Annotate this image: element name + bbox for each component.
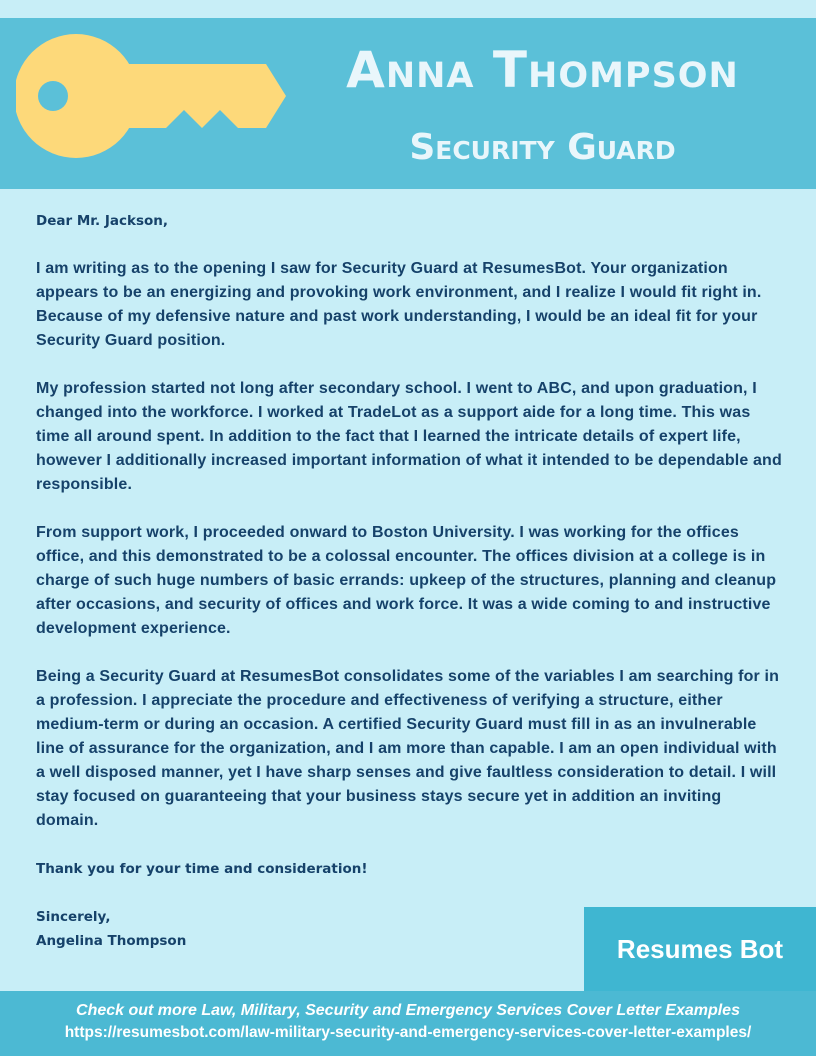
- paragraph: I am writing as to the opening I saw for Security Guard at ResumesBot. Your organization appears to be an energizing and provoking work environment, and I realize I would fit right in. Because of my defensive nature and past work understanding, I would be an ideal fit for your Security Guard position.: [36, 260, 762, 349]
- letter-body: [36, 209, 784, 953]
- header-band: [0, 18, 816, 189]
- brand-badge: [584, 907, 816, 991]
- brand-label: Resumes Bot: [616, 933, 784, 964]
- paragraph: Being a Security Guard at ResumesBot consolidates some of the variables I am searching for in a profession. I appreciate the procedure and effectiveness of verifying a structure, either medium-term or during an occasion. A certified Security Guard must fill in as an invulnerable line of assurance for the organization, and I am more than capable. I am an open individual with a well disposed manner, yet I have sharp senses and give faultless consideration to detail. I will stay focused on guaranteeing that your business stays secure yet in addition an inviting domain.: [36, 668, 780, 829]
- thanks-line: Thank you for your time and consideration!: [36, 861, 368, 877]
- paragraph: My profession started not long after secondary school. I went to ABC, and upon graduation, I changed into the workforce. I worked at TradeLot as a support aide for a long time. This was time all around spent. In addition to the fact that I learned the intricate details of expert life, however I additionally increased important information of what it intended to be dependable and responsible.: [36, 380, 782, 493]
- signature: Angelina Thompson: [36, 933, 187, 949]
- key-icon: [16, 32, 288, 160]
- paragraph: From support work, I proceeded onward to Boston University. I was working for the offices office, and this demonstrated to be a colossal encounter. The offices division at a college is in charge of such huge numbers of basic errands: upkeep of the structures, planning and cleanup after occasions, and security of offices and work force. It was a wide coming to and instructive development experience.: [36, 524, 777, 637]
- footer-url-link[interactable]: https://resumesbot.com/law-military-security-and-emergency-services-cover-letter-examples/: [64, 1024, 752, 1041]
- closing: Sincerely,: [36, 909, 111, 925]
- footer-band: [0, 991, 816, 1056]
- footer-examples-link[interactable]: Check out more Law, Military, Security and Emergency Services Cover Letter Examples: [76, 1002, 740, 1019]
- applicant-name: Anna Thompson: [346, 41, 739, 99]
- salutation: Dear Mr. Jackson,: [36, 213, 168, 229]
- applicant-role: Security Guard: [409, 127, 676, 168]
